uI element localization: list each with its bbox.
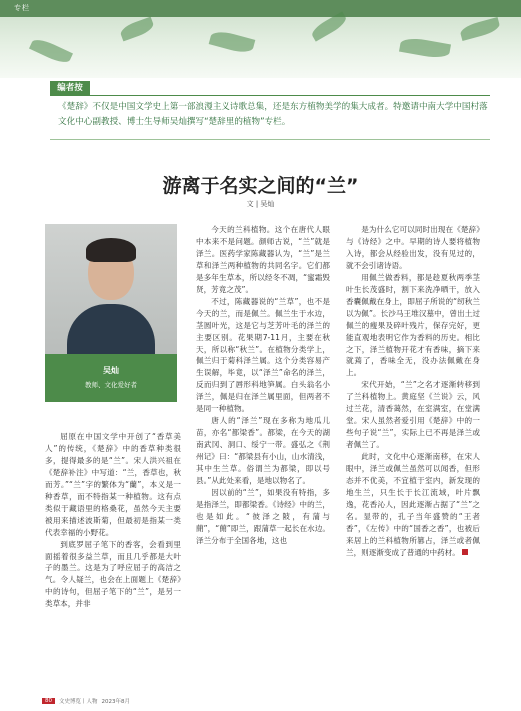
leaf-decoration [119,17,156,42]
paragraph: 不过，陈藏器说的“兰草”，也不是今天的兰，而是佩兰。佩兰生于水边，茎圆叶光，这是它与芝芳叶毛的泽兰的主要区别。花果期7-11月，主要在秋天，所以称“秋兰”。在植物分类学上，佩兰归于菊科泽兰属。这个分类容易产生误解，毕竟，以“泽兰”命名的泽兰，反而归到了唇形科地笋属。白头翁名小泽兰，佩是归在泽兰属里面，但两者不是同一种植物。 [196,296,330,414]
body-column-3 [346,224,480,559]
editor-note: 《楚辞》不仅是中国文学史上第一部浪漫主义诗歌总集，还是东方植物美学的集大成者。特邀请中南大学中国村落文化中心副教授、博士生导师吴灿撰写“楚辞里的植物”专栏。 [58,102,488,127]
top-banner [0,0,521,78]
leaf-decoration [29,36,73,66]
column-tag: 专栏 [14,4,30,12]
byline: 文 | 吴灿 [246,200,275,208]
editor-note-tag: 编者按 [50,81,90,95]
leaf-decoration [209,29,256,56]
paragraph: 用佩兰做香料，都是趁夏秋两季茎叶生长茂盛时，割下来洗净晒干，放入香囊佩戴在身上，即屈子所说的“纫秋兰以为佩”。长沙马王堆汉墓中，曾出土过佩兰的瘦果及碎叶残片，保存完好，更能直观地表明它作为香料的历史。相比之下，泽兰植物开花才有香味，摘下来就蔫了，香味全无，没办法佩戴在身上。 [346,272,480,378]
page-footer [42,697,130,705]
photo-figure-hair [86,238,136,262]
paragraph: 唐人的“泽兰”现在多称为地瓜儿苗，亦名“都梁香”。都梁，在今天的湖南武冈、洞口、绥宁一带。盛弘之《荆州记》曰：“都梁县有小山，山水清浅，其中生兰草。俗谓兰为都梁，即以号县。”从此处来看，是地以物名了。 [196,416,330,486]
page-number: 80 [42,698,55,704]
end-mark-icon [462,549,468,555]
leaf-decoration [399,36,451,60]
paragraph: 因以前的“兰”，如果没有特指，多是指泽兰，即都梁香。《诗经》中的兰，也是如此。“彼泽之陂，有蒲与蕑”，“蕑”即兰，跟蒲草一起长在水边。泽兰分布于全国各地，这也 [196,487,330,545]
paragraph: 宋代开始，“兰”之名才逐渐转移到了兰科植物上。黄庭坚《兰说》云，风过兰花，清香蔼然，在室满室，在堂满堂。宋人虽然者爱引用《楚辞》中的一些句子说“兰”，实际上已不再是泽兰或者佩兰了。 [346,380,480,450]
magazine-name: 文史博览丨人物 [59,699,98,705]
paragraph: 今天的兰科植物。这个在唐代人眼中本来不是问题。颜师古说，“兰”就是泽兰。医药学家陈藏器认为，“兰”是兰草和泽兰两种植物的共同名字。它们都是多年生草本，所以经冬不凋，“蜜霜毁贤，芳竟之茂”。 [196,225,330,294]
paragraph: 屈原在中国文学中开创了“香草美人”的传统，《楚辞》中的香草种类很多，提得最多的是“兰”。宋人洪兴祖在《楚辞补注》中写道：“兰，香草也，秋而芳。”“兰”字的繁体为“蘭”，本义是一种香草，而不特指某一种植物。这有点类似于藏语里的格桑花，虽然今天主要被用来描述波斯菊，但最初是指某一类代表幸福的小野花。 [45,432,181,537]
author-role: 教师、文化爱好者 [85,381,137,389]
column-strip [0,0,521,17]
paragraph-text: 此时，文化中心逐渐南移，在宋人眼中，泽兰或佩兰虽然可以闻香，但形态并不优美，不宜植于室内，新发现的地生兰，只生长于长江流域，叶片飘逸，花香沁人，因此逐渐占据了“兰”之名。显带的，孔子当年盛赞的“王者香”，《左传》中的“国香之香”，也被后来居上的兰科植物所篡占，泽兰或者佩兰，则逐渐变成了普通的中药材。 [346,452,480,557]
leaf-decoration [459,17,501,41]
author-name: 吴灿 [103,366,119,375]
photo-figure-body [67,304,155,354]
body-column-2 [196,224,330,547]
paragraph: 是为什么它可以同时出现在《楚辞》与《诗经》之中。早期的诗人要将植物入诗，都会从经验出发，没有见过的，就不会引诸诗语。 [346,225,480,270]
author-caption [45,354,177,402]
body-column-1 [45,431,181,610]
divider [50,95,490,96]
article-title: 游离于名实之间的“兰” [162,175,359,197]
issue-date: 2023年8月 [101,699,131,705]
paragraph-last [346,451,480,559]
divider [50,139,490,140]
author-photo [45,224,177,354]
paragraph: 到底罗屈子笔下的香客，会看到里面摇着很多益兰草，而且几乎都是大叶子的墨兰。这是为了呼应屈子的高洁之气。令人疑兰，也会在上面题上《楚辞》中的诗句，但屈子笔下的“兰”，是另一类草本，并非 [45,539,181,609]
